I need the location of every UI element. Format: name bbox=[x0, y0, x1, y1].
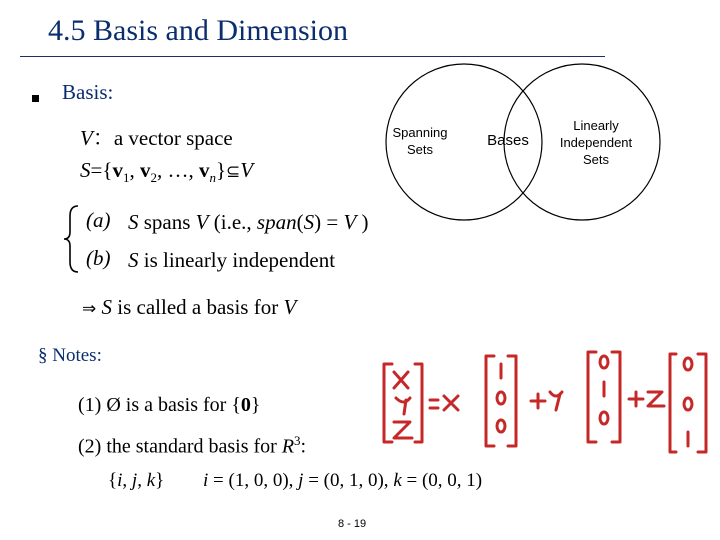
s-symbol: S bbox=[101, 295, 112, 319]
v-symbol: V bbox=[80, 126, 93, 150]
j-symbol: j bbox=[131, 470, 138, 491]
independent-label-line3: Sets bbox=[582, 152, 609, 167]
notes-label: Notes: bbox=[52, 345, 102, 366]
comma: , bbox=[137, 470, 147, 491]
independent-label-line2: Independent bbox=[559, 135, 633, 150]
bullet-square bbox=[32, 95, 39, 102]
empty-set-symbol: Ø bbox=[106, 394, 121, 416]
i-definition: = (1, 0, 0), bbox=[208, 470, 299, 491]
conclusion-line bbox=[82, 295, 296, 320]
notes-heading bbox=[38, 345, 102, 367]
set-definition-line bbox=[80, 158, 253, 186]
ellipsis: , …, bbox=[156, 158, 199, 182]
spans-text: spans bbox=[138, 210, 196, 234]
basis-heading: Basis: bbox=[62, 80, 114, 104]
k-symbol: k bbox=[393, 470, 402, 491]
comma: , bbox=[122, 470, 132, 491]
set-close: } bbox=[155, 470, 165, 491]
v-symbol: V bbox=[195, 210, 209, 234]
span-word: span bbox=[256, 210, 297, 234]
r-symbol: R bbox=[281, 435, 295, 458]
subscript-1: 1 bbox=[122, 170, 130, 186]
handwritten-annotation bbox=[370, 342, 710, 462]
note2-text: (2) the standard basis for bbox=[78, 435, 282, 458]
v-symbol: V bbox=[343, 210, 357, 234]
vector-v2: v bbox=[139, 158, 151, 182]
section-bullet: § bbox=[38, 345, 48, 366]
set-open: ={ bbox=[90, 158, 113, 182]
standard-basis-set bbox=[108, 470, 164, 492]
subscript-2: 2 bbox=[150, 170, 157, 186]
independent-text: is linearly independent bbox=[138, 248, 336, 272]
ie-text: (i.e., bbox=[208, 210, 257, 234]
zero-vector: 0 bbox=[240, 394, 251, 416]
vector-space-line bbox=[80, 122, 233, 152]
standard-basis-definitions bbox=[203, 470, 482, 492]
i-symbol: i bbox=[117, 470, 123, 491]
bases-label: Bases bbox=[487, 132, 529, 149]
spanning-label-line1: Spanning bbox=[392, 125, 448, 140]
comma: , bbox=[129, 158, 140, 182]
independent-label-line1: Linearly bbox=[573, 118, 619, 133]
equals-text: ) = bbox=[314, 210, 344, 234]
s-symbol: S bbox=[128, 210, 139, 234]
set-open: { bbox=[108, 470, 118, 491]
spanning-label-line2: Sets bbox=[406, 142, 433, 157]
subset-symbol: ⊆ bbox=[226, 162, 241, 182]
implies-arrow: ⇒ bbox=[82, 299, 97, 319]
superscript-3: 3 bbox=[294, 433, 301, 448]
j-symbol: j bbox=[298, 470, 304, 491]
note1-text: is a basis for { bbox=[120, 394, 241, 416]
k-definition: = (0, 0, 1) bbox=[401, 470, 483, 491]
spanning-sets-label bbox=[375, 124, 465, 158]
k-symbol: k bbox=[146, 470, 156, 491]
subscript-n: n bbox=[209, 170, 216, 186]
note-2 bbox=[78, 433, 306, 459]
independent-sets-label bbox=[550, 117, 642, 168]
s-symbol: S bbox=[128, 248, 139, 272]
title-underline bbox=[20, 56, 605, 57]
label-a: (a) bbox=[86, 208, 111, 232]
vector-v1: v bbox=[112, 158, 123, 182]
condition-a-line bbox=[86, 208, 111, 233]
colon: ： bbox=[92, 126, 114, 150]
label-b: (b) bbox=[86, 246, 111, 270]
page-number: 8 - 19 bbox=[338, 518, 367, 530]
slide-title: 4.5 Basis and Dimension bbox=[48, 14, 348, 47]
v-end-symbol: V bbox=[240, 158, 254, 182]
j-definition: = (0, 1, 0), bbox=[303, 470, 394, 491]
paren-close: ) bbox=[356, 210, 369, 234]
paren-open: ( bbox=[296, 210, 304, 234]
s-symbol: S bbox=[80, 158, 91, 182]
s-symbol: S bbox=[303, 210, 315, 234]
note-1 bbox=[78, 394, 261, 417]
i-symbol: i bbox=[203, 470, 209, 491]
vector-vn: v bbox=[198, 158, 210, 182]
vector-space-text: a vector space bbox=[113, 126, 233, 150]
v-symbol: V bbox=[283, 295, 297, 319]
condition-b-line bbox=[86, 246, 111, 271]
condition-a-text bbox=[128, 210, 369, 235]
note1-number: (1) bbox=[78, 394, 107, 416]
set-close: } bbox=[250, 394, 261, 416]
set-close: } bbox=[215, 158, 227, 182]
left-brace bbox=[62, 204, 82, 274]
colon: : bbox=[300, 435, 307, 458]
conclusion-text: is called a basis for bbox=[112, 295, 284, 319]
condition-b-text bbox=[128, 248, 335, 273]
